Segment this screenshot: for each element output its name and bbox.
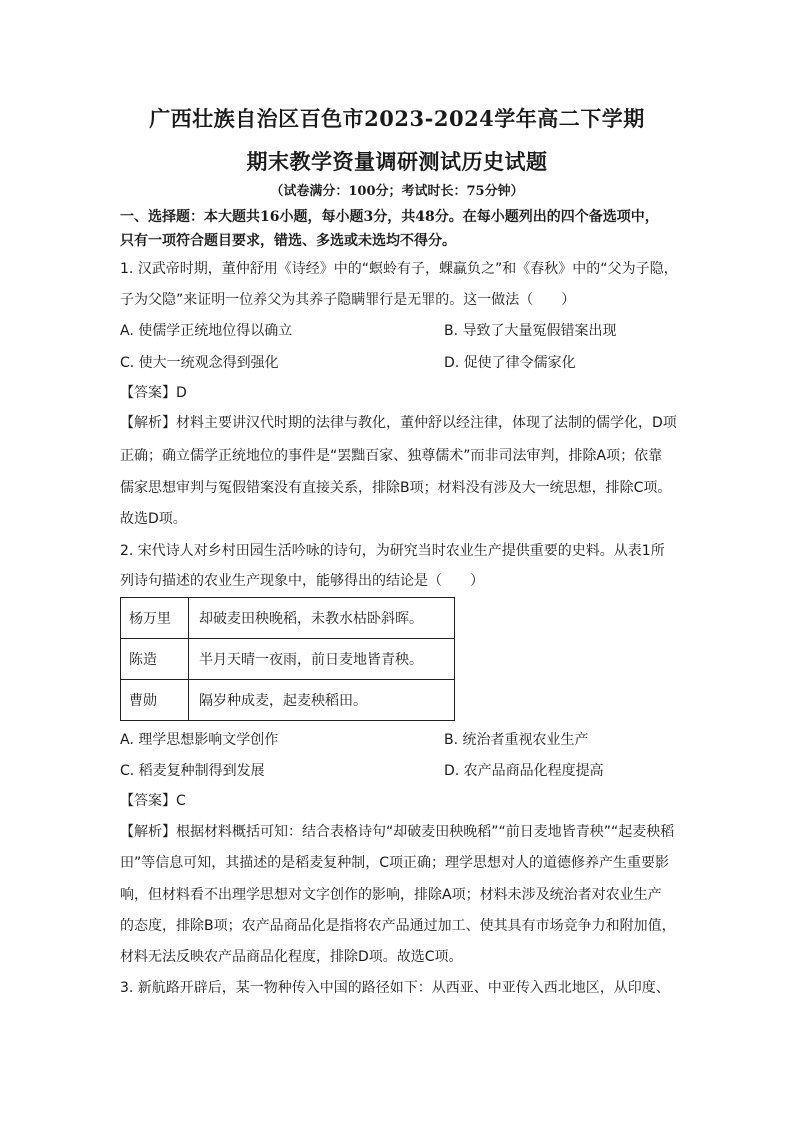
q2-analysis-line: 材料无法反映农产品商品化程度，排除D项。故选C项。 bbox=[120, 949, 463, 965]
q2-option-c: C. 稻麦复种制得到发展 bbox=[120, 763, 265, 779]
q1-analysis-line: 故选D项。 bbox=[120, 511, 187, 527]
table-row bbox=[121, 598, 455, 639]
q2-option-b: B. 统治者重视农业生产 bbox=[444, 732, 589, 748]
verse-cell: 却破麦田秧晚稻，未教水枯卧斜晖。 bbox=[189, 598, 455, 639]
table-row bbox=[121, 639, 455, 680]
poet-cell: 曹勋 bbox=[121, 680, 189, 721]
exam-title-line2: 期末教学资量调研测试历史试题 bbox=[246, 149, 548, 174]
q2-answer: 【答案】C bbox=[120, 793, 186, 809]
section-instructions-line2: 只有一项符合题目要求，错选、多选或未选均不得分。 bbox=[120, 233, 456, 249]
exam-info: （试卷满分：100分；考试时长：75分钟） bbox=[270, 184, 524, 199]
table-row bbox=[121, 680, 455, 721]
q2-stem-line2: 列诗句描述的农业生产现象中，能够得出的结论是（ ） bbox=[120, 573, 484, 589]
q2-analysis-line: 【解析】根据材料概括可知：结合表格诗句“却破麦田秧晚稻”“前日麦地皆青秧”“起麦秧稻 bbox=[120, 824, 675, 840]
q1-option-a: A. 使儒学正统地位得以确立 bbox=[120, 323, 293, 339]
q1-analysis-line: 【解析】材料主要讲汉代时期的法律与教化，董仲舒以经注律，体现了法制的儒学化，D项 bbox=[120, 415, 677, 431]
q1-analysis-line: 儒家思想审判与冤假错案没有直接关系，排除B项；材料没有涉及大一统思想，排除C项。 bbox=[120, 480, 672, 496]
exam-title-line1: 广西壮族自治区百色市2023-2024学年高二下学期 bbox=[149, 106, 645, 131]
q2-analysis-line: 响，但材料看不出理学思想对文字创作的影响，排除A项；材料未涉及统治者对农业生产 bbox=[120, 887, 662, 903]
q1-answer: 【答案】D bbox=[120, 385, 187, 401]
q1-option-c: C. 使大一统观念得到强化 bbox=[120, 355, 279, 371]
poet-cell: 陈造 bbox=[121, 639, 189, 680]
q1-stem-line1: 1. 汉武帝时期，董仲舒用《诗经》中的“螟蛉有子，蜾蠃负之”和《春秋》中的“父为子隐， bbox=[120, 261, 678, 277]
q1-option-d: D. 促使了律令儒家化 bbox=[444, 355, 576, 371]
q1-option-b: B. 导致了大量冤假错案出现 bbox=[444, 323, 617, 339]
q1-analysis-line: 正确；确立儒学正统地位的事件是“罢黜百家、独尊儒术”而非司法审判，排除A项；依靠 bbox=[120, 448, 663, 464]
q1-stem-line2: 子为父隐”来证明一位养父为其养子隐瞒罪行是无罪的。这一做法（ ） bbox=[120, 292, 576, 308]
poet-cell: 杨万里 bbox=[121, 598, 189, 639]
q3-stem-line1: 3. 新航路开辟后，某一物种传入中国的路径如下：从西亚、中亚传入西北地区，从印度、 bbox=[120, 980, 670, 996]
q2-option-a: A. 理学思想影响文学创作 bbox=[120, 732, 279, 748]
q2-analysis-line: 的态度，排除B项；农产品商品化是指将农产品通过加工、使其具有市场竞争力和附加值， bbox=[120, 918, 676, 934]
poem-table bbox=[120, 597, 455, 721]
section-instructions-line1: 一、选择题：本大题共16小题，每小题3分，共48分。在每小题列出的四个备选项中， bbox=[120, 209, 659, 225]
verse-cell: 半月天晴一夜雨，前日麦地皆青秧。 bbox=[189, 639, 455, 680]
q2-stem-line1: 2. 宋代诗人对乡村田园生活吟咏的诗句，为研究当时农业生产提供重要的史料。从表1所 bbox=[120, 543, 665, 559]
q2-option-d: D. 农产品商品化程度提高 bbox=[444, 763, 604, 779]
verse-cell: 隔岁种成麦，起麦秧稻田。 bbox=[189, 680, 455, 721]
q2-analysis-line: 田”等信息可知，其描述的是稻麦复种制，C项正确；理学思想对人的道德修养产生重要影 bbox=[120, 855, 670, 871]
